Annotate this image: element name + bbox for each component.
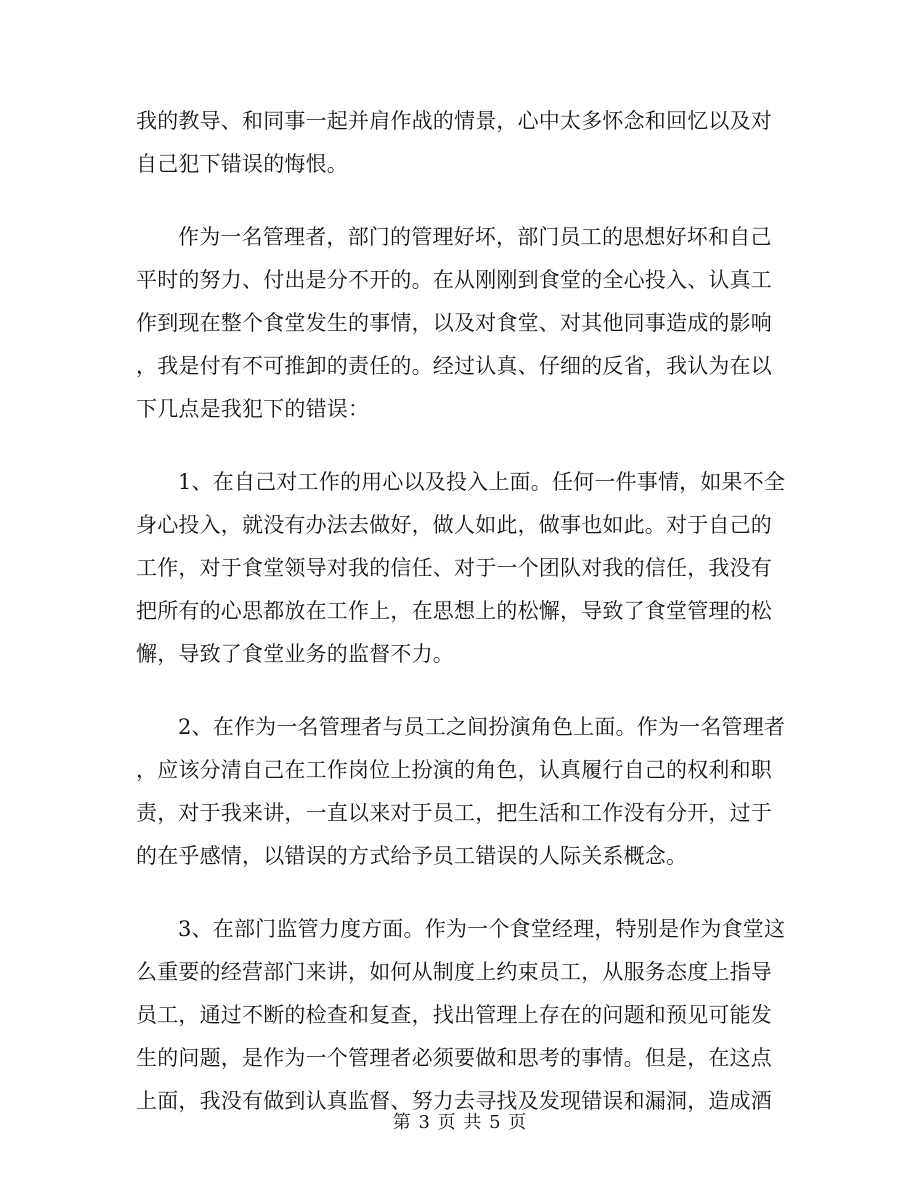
paragraph-4 [136,706,786,878]
text-line: 作为一名管理者，部门的管理好坏，部门员工的思想好坏和自己 [178,225,772,249]
text-line: 生的问题，是作为一个管理者必须要做和思考的事情。但是，在这点 [136,1046,772,1070]
text-line: 责，对于我来讲，一直以来对于员工，把生活和工作没有分开，过于 [136,801,772,825]
text-line: 下几点是我犯下的错误： [136,397,370,421]
paragraph-2 [136,216,786,431]
text-line: ，我是付有不可推卸的责任的。经过认真、仔细的反省，我认为在以 [136,354,772,378]
text-line: 作到现在整个食堂发生的事情，以及对食堂、对其他同事造成的影响 [136,311,772,335]
page-footer: 第 3 页 共 5 页 [392,1112,528,1133]
paragraph-1 [136,100,786,186]
text-line: 我的教导、和同事一起并肩作战的情景，心中太多怀念和回忆以及对 [136,109,772,133]
text-line: 么重要的经营部门来讲，如何从制度上约束员工，从服务态度上指导 [136,960,772,984]
text-line: 自己犯下错误的悔恨。 [136,152,348,176]
text-line: 身心投入，就没有办法去做好，做人如此，做事也如此。对于自己的 [136,513,772,537]
text-line: 工作，对于食堂领导对我的信任、对于一个团队对我的信任，我没有 [136,556,772,580]
text-line: 员工，通过不断的检查和复查，找出管理上存在的问题和预见可能发 [136,1003,772,1027]
text-line: 上面，我没有做到认真监督、努力去寻找及发现错误和漏洞，造成酒 [136,1089,772,1113]
text-line: 平时的努力、付出是分不开的。在从刚刚到食堂的全心投入、认真工 [136,268,772,292]
document-body [136,100,786,1153]
text-line: 的在乎感情，以错误的方式给予员工错误的人际关系概念。 [136,844,688,868]
text-line: ，应该分清自己在工作岗位上扮演的角色，认真履行自己的权利和职 [136,758,772,782]
paragraph-3 [136,461,786,676]
text-line: 把所有的心思都放在工作上，在思想上的松懈，导致了食堂管理的松 [136,599,772,623]
text-line: 1、在自己对工作的用心以及投入上面。任何一件事情，如果不全 [178,470,786,494]
paragraph-5 [136,908,786,1123]
text-line: 3、在部门监管力度方面。作为一个食堂经理，特别是作为食堂这 [178,917,786,941]
text-line: 懈，导致了食堂业务的监督不力。 [136,642,454,666]
text-line: 2、在作为一名管理者与员工之间扮演角色上面。作为一名管理者 [178,715,786,739]
